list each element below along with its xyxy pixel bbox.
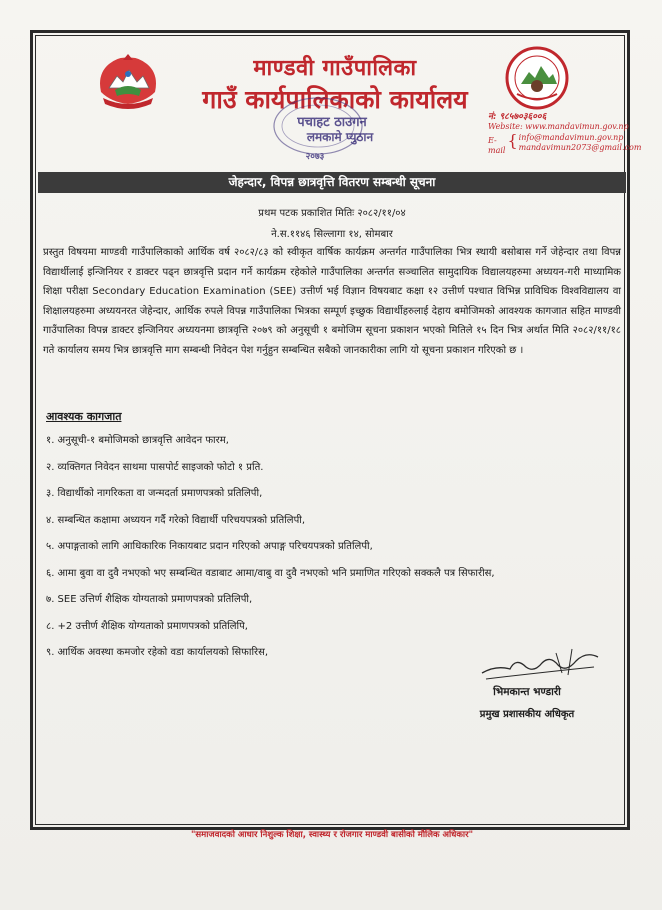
municipality-name: माण्डवी गाउँपालिका: [253, 56, 417, 81]
email-address-1: info@mandavimun.gov.np: [518, 133, 624, 142]
handwritten-signature-icon: [476, 643, 606, 685]
website: Website: www.mandavimun.gov.np: [488, 122, 629, 131]
nepal-emblem-icon: [95, 52, 161, 112]
office-name: गाउँ कार्यपालिकाको कार्यालय: [202, 85, 468, 114]
contact-info: [488, 112, 642, 156]
notice-body: प्रस्तुत विषयमा माण्डवी गाउँपालिकाको आर्थिक वर्ष २०८२/८३ को स्वीकृत वार्षिक कार्यक्रम अन्तर्गत गाउँपालिका भित्र स्थायी बसोबास गर्ने जेहेन्दार तथा विपन्न विद्यार्थीलाई इन्जिनियर र डाक्टर पढ्न छात्रवृत्ति प्रदान गर्ने कार्यक्रम रहेकोले गाउँपालिका अन्तर्गत सञ्चालित सामुदायिक विद्यालयहरुमा अध्ययन-गरी माध्यामिक शिक्षा परीक्षा Secondary Education Examination (SEE) उत्तीर्ण भई विज्ञान विषयबाट कक्षा १२ उत्तीर्ण पश्चात विभिन्न प्राविधिक विश्वविद्यालय वा शिक्षालयहरुमा अध्ययनरत जेहेन्दार, आर्थिक रुपले विपन्न गाउँपालिका भित्रका सम्पूर्ण इच्छुक विद्यार्थीहरुलाई देहाय बमोजिमको आवश्यक कागजात सहित माण्डवी गाउँपालिका विपन्न डाक्टर इन्जिनियर अध्ययनमा छात्रवृत्ति २०७९ को अनुसूची १ बमोजिम सूचना प्रकाशन भएको मितिले १५ दिन भित्र अर्थात मिति २०८२/११/१८ गते कार्यालय समय भित्र छात्रवृत्ति माग सम्बन्धी निवेदन पेश गर्नुहुन सम्बन्धित सबैको जानकारीका लागि यो सूचना प्रकाशन गरिएको छ ।: [43, 247, 621, 356]
list-item: ५. अपाङ्गताको लागि आधिकारिक निकायबाट प्रदान गरिएको अपाङ्ग परिचयपत्रको प्रतिलिपी,: [46, 541, 373, 552]
list-item: ४. सम्बन्धित कक्षामा अध्ययन गर्दै गरेको विद्यार्थी परिचयपत्रको प्रतिलिपी,: [46, 514, 306, 526]
list-item: ८. +2 उत्तीर्ण शैक्षिक योग्यताको प्रमाणपत्रको प्रतिलिपि,: [46, 620, 248, 632]
list-item: २. व्यक्तिगत निवेदन साथमा पासपोर्ट साइजको फोटो १ प्रति.: [46, 461, 264, 473]
signatory-title: प्रमुख प्रशासकीय अधिकृत: [479, 709, 575, 720]
email-label: E-mail: [488, 136, 506, 155]
email-address-2: mandavimun2073@gmail.com: [518, 143, 642, 152]
stamp-text-line1: पचाहट ठाउगन: [297, 115, 367, 130]
municipality-logo-icon: [505, 46, 569, 110]
publication-date: प्रथम पटक प्रकाशित मितिः २०८२/११/०४: [258, 208, 406, 219]
notice-title: जेहन्दार, विपन्न छात्रवृत्ति वितरण सम्बन्धी सूचना: [38, 172, 626, 193]
list-item: ९. आर्थिक अवस्था कमजोर रहेको वडा कार्यालयको सिफारिस,: [46, 647, 269, 658]
list-item: १. अनुसूची-१ बमोजिमको छात्रवृत्ति आवेदन फारम,: [46, 435, 229, 446]
footer-slogan: "समाजवादको आधार निशुल्क शिक्षा, स्वास्थ्य र रोजगार माण्डवी बासीको मौलिक अधिकार": [190, 830, 474, 840]
list-item: ६. आमा बुवा वा दुवै नभएको भए सम्बन्धित वडाबाट आमा/वाबु वा दुवै नभएको भनि प्रमाणित गरिएको सक्कलै पत्र सिफारीस,: [46, 567, 495, 579]
stamp-text-line3: २०७३: [305, 152, 325, 162]
list-item: ३. विद्यार्थीको नागरिकता वा जन्मदर्ता प्रमाणपत्रको प्रतिलिपी,: [46, 488, 263, 499]
documents-heading: आवश्यक कागजात: [46, 410, 122, 423]
documents-list: [46, 428, 616, 667]
email-list: [519, 133, 642, 153]
nepal-samvat-date: ने.स.११४६ सिल्लागा १४, सोमबार: [271, 229, 393, 240]
signatory-name: भिमकान्त भण्डारी: [493, 686, 561, 698]
email-block: [488, 131, 642, 156]
brace-icon: {: [507, 131, 518, 150]
phone-number: नं: ९८५७०३६००६: [488, 112, 547, 122]
list-item: ७. SEE उत्तिर्ण शैक्षिक योग्यताको प्रमाणपत्रको प्रतिलिपी,: [46, 594, 253, 605]
stamp-text-line2: लमकामे प्युठान: [306, 130, 374, 144]
